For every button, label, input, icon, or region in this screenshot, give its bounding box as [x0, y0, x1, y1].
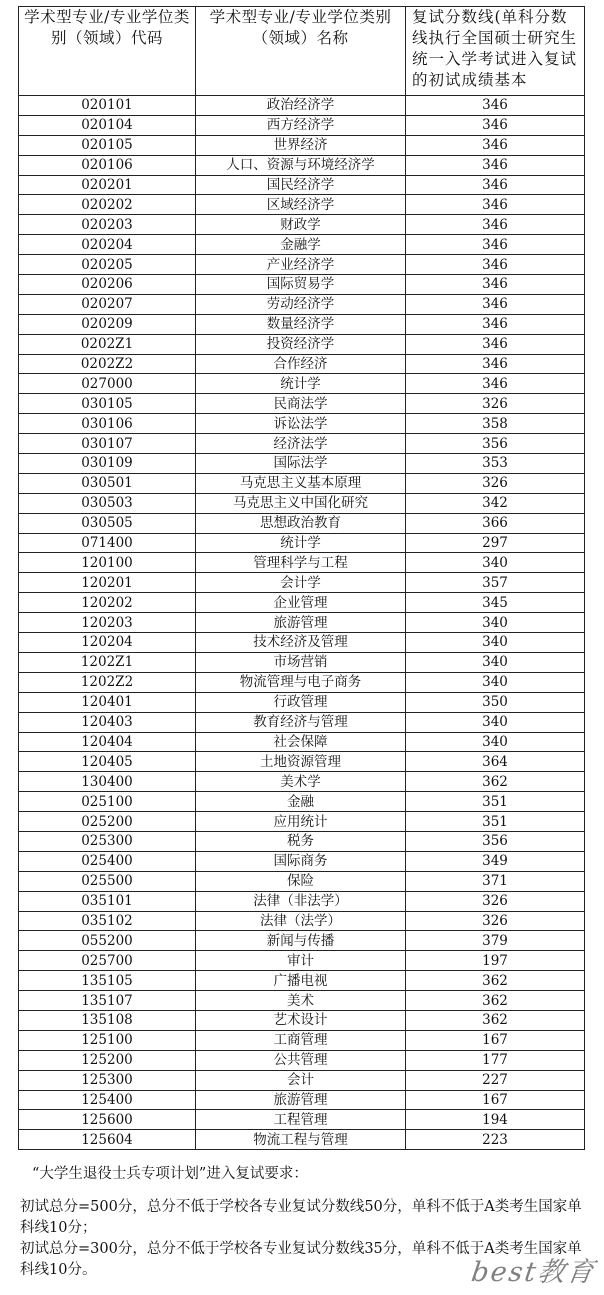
table-row: [19, 235, 585, 255]
row-name: 合作经济: [196, 354, 406, 374]
row-name: 艺术设计: [196, 1010, 406, 1030]
row-score: 326: [406, 891, 585, 911]
row-score: 197: [406, 951, 585, 971]
row-score: 366: [406, 513, 585, 533]
row-name: 旅游管理: [196, 613, 406, 633]
row-code: 020204: [19, 235, 196, 255]
row-name: 税务: [196, 831, 406, 851]
table-row: [19, 812, 585, 832]
table-row: [19, 135, 585, 155]
row-score: 346: [406, 354, 585, 374]
row-name: 会计: [196, 1070, 406, 1090]
table-row: [19, 334, 585, 354]
row-score: 356: [406, 831, 585, 851]
row-code: 135105: [19, 971, 196, 991]
row-score: 346: [406, 155, 585, 175]
row-score: 326: [406, 911, 585, 931]
row-name: 应用统计: [196, 812, 406, 832]
row-name: 国际商务: [196, 851, 406, 871]
row-name: 保险: [196, 871, 406, 891]
row-name: 物流管理与电子商务: [196, 672, 406, 692]
table-row: [19, 831, 585, 851]
row-code: 020104: [19, 115, 196, 135]
row-name: 人口、资源与环境经济学: [196, 155, 406, 175]
table-row: [19, 314, 585, 334]
row-code: 120201: [19, 573, 196, 593]
row-code: 020201: [19, 175, 196, 195]
row-score: 346: [406, 135, 585, 155]
row-code: 020202: [19, 195, 196, 215]
row-score: 346: [406, 275, 585, 295]
row-name: 统计学: [196, 374, 406, 394]
table-row: [19, 633, 585, 653]
row-score: 326: [406, 394, 585, 414]
table-row: [19, 175, 585, 195]
row-code: 025500: [19, 871, 196, 891]
row-code: 020209: [19, 314, 196, 334]
row-name: 马克思主义基本原理: [196, 473, 406, 493]
row-name: 公共管理: [196, 1050, 406, 1070]
row-name: 会计学: [196, 573, 406, 593]
row-name: 企业管理: [196, 593, 406, 613]
table-row: [19, 513, 585, 533]
row-code: 030505: [19, 513, 196, 533]
table-row: [19, 991, 585, 1011]
table-row: [19, 96, 585, 116]
row-code: 125300: [19, 1070, 196, 1090]
row-name: 土地资源管理: [196, 752, 406, 772]
row-code: 071400: [19, 533, 196, 553]
table-row: [19, 454, 585, 474]
row-score: 346: [406, 334, 585, 354]
notes-line: 初试总分=500分，总分不低于学校各专业复试分数线50分，单科不低于A类考生国家单科线10分；: [20, 1199, 582, 1236]
row-score: 362: [406, 772, 585, 792]
row-name: 工程管理: [196, 1110, 406, 1130]
row-name: 国际贸易学: [196, 275, 406, 295]
row-score: 340: [406, 732, 585, 752]
row-score: 340: [406, 633, 585, 653]
row-score: 362: [406, 1010, 585, 1030]
notes-line: 初试总分=300分，总分不低于学校各专业复试分数线35分，单科不低于A类考生国家单科线10分。: [20, 1241, 582, 1278]
row-name: 技术经济及管理: [196, 633, 406, 653]
score-line-table: [18, 6, 585, 1150]
row-score: 346: [406, 175, 585, 195]
row-code: 025300: [19, 831, 196, 851]
row-name: 教育经济与管理: [196, 712, 406, 732]
table-row: [19, 473, 585, 493]
row-score: 356: [406, 434, 585, 454]
row-code: 020206: [19, 275, 196, 295]
table-row: [19, 354, 585, 374]
table-row: [19, 851, 585, 871]
table-row: [19, 1070, 585, 1090]
row-name: 金融: [196, 792, 406, 812]
row-code: 120202: [19, 593, 196, 613]
row-score: 351: [406, 812, 585, 832]
row-code: 135107: [19, 991, 196, 1011]
row-code: 030503: [19, 493, 196, 513]
row-code: 020207: [19, 294, 196, 314]
table-row: [19, 613, 585, 633]
table-body: [19, 96, 585, 1150]
header-code: 学术型专业/专业学位类 别（领域）代码: [19, 7, 196, 96]
row-name: 经济法学: [196, 434, 406, 454]
row-name: 区域经济学: [196, 195, 406, 215]
row-code: 055200: [19, 931, 196, 951]
row-name: 数量经济学: [196, 314, 406, 334]
row-name: 国际法学: [196, 454, 406, 474]
row-name: 西方经济学: [196, 115, 406, 135]
table-row: [19, 493, 585, 513]
table-row: [19, 792, 585, 812]
row-score: 357: [406, 573, 585, 593]
row-name: 国民经济学: [196, 175, 406, 195]
row-code: 130400: [19, 772, 196, 792]
header-score: 复试分数线(单科分数线执行全国硕士研究生统一入学考试进入复试的初试成绩基本: [406, 7, 585, 96]
row-score: 349: [406, 851, 585, 871]
row-code: 0202Z1: [19, 334, 196, 354]
row-score: 358: [406, 414, 585, 434]
table-row: [19, 652, 585, 672]
row-score: 351: [406, 792, 585, 812]
row-score: 340: [406, 553, 585, 573]
row-code: 020205: [19, 255, 196, 275]
row-code: 025200: [19, 812, 196, 832]
row-code: 125100: [19, 1030, 196, 1050]
row-code: 025100: [19, 792, 196, 812]
notes-title: “大学生退役士兵专项计划”进入复试要求：: [32, 1166, 308, 1182]
row-score: 362: [406, 991, 585, 1011]
row-name: 思想政治教育: [196, 513, 406, 533]
row-score: 340: [406, 613, 585, 633]
row-score: 177: [406, 1050, 585, 1070]
row-name: 法律（法学）: [196, 911, 406, 931]
row-code: 120404: [19, 732, 196, 752]
table-row: [19, 772, 585, 792]
row-score: 364: [406, 752, 585, 772]
table-row: [19, 394, 585, 414]
row-score: 167: [406, 1030, 585, 1050]
row-code: 025400: [19, 851, 196, 871]
row-code: 030107: [19, 434, 196, 454]
table-row: [19, 275, 585, 295]
row-code: 120403: [19, 712, 196, 732]
row-name: 旅游管理: [196, 1090, 406, 1110]
table-row: [19, 195, 585, 215]
table-header-row: [19, 7, 585, 96]
row-score: 297: [406, 533, 585, 553]
row-code: 025700: [19, 951, 196, 971]
table-row: [19, 971, 585, 991]
row-score: 346: [406, 294, 585, 314]
row-code: 035102: [19, 911, 196, 931]
row-score: 346: [406, 96, 585, 116]
row-code: 0202Z2: [19, 354, 196, 374]
table-row: [19, 294, 585, 314]
row-code: 030109: [19, 454, 196, 474]
row-score: 340: [406, 712, 585, 732]
row-name: 新闻与传播: [196, 931, 406, 951]
row-score: 326: [406, 473, 585, 493]
row-score: 223: [406, 1130, 585, 1150]
table-row: [19, 1010, 585, 1030]
row-name: 投资经济学: [196, 334, 406, 354]
row-code: 120405: [19, 752, 196, 772]
row-name: 政治经济学: [196, 96, 406, 116]
row-code: 1202Z2: [19, 672, 196, 692]
row-code: 027000: [19, 374, 196, 394]
table-row: [19, 692, 585, 712]
table-row: [19, 1130, 585, 1150]
row-name: 民商法学: [196, 394, 406, 414]
row-score: 342: [406, 493, 585, 513]
row-name: 工商管理: [196, 1030, 406, 1050]
table-row: [19, 1090, 585, 1110]
row-score: 350: [406, 692, 585, 712]
row-code: 1202Z1: [19, 652, 196, 672]
row-name: 世界经济: [196, 135, 406, 155]
row-name: 法律（非法学）: [196, 891, 406, 911]
table-row: [19, 732, 585, 752]
row-name: 审计: [196, 951, 406, 971]
table-row: [19, 115, 585, 135]
row-name: 诉讼法学: [196, 414, 406, 434]
row-code: 030106: [19, 414, 196, 434]
table-row: [19, 573, 585, 593]
table-row: [19, 553, 585, 573]
table-row: [19, 434, 585, 454]
row-name: 财政学: [196, 215, 406, 235]
header-name: 学术型专业/专业学位类别（领域）名称: [196, 7, 406, 96]
table-row: [19, 931, 585, 951]
row-name: 市场营销: [196, 652, 406, 672]
row-score: 194: [406, 1110, 585, 1130]
row-name: 劳动经济学: [196, 294, 406, 314]
row-name: 金融学: [196, 235, 406, 255]
row-code: 030105: [19, 394, 196, 414]
row-score: 346: [406, 374, 585, 394]
row-score: 346: [406, 255, 585, 275]
row-score: 167: [406, 1090, 585, 1110]
table-row: [19, 951, 585, 971]
row-code: 120100: [19, 553, 196, 573]
row-code: 120203: [19, 613, 196, 633]
row-code: 125604: [19, 1130, 196, 1150]
row-code: 020203: [19, 215, 196, 235]
table-row: [19, 533, 585, 553]
table-row: [19, 215, 585, 235]
watermark-logo: best教育: [469, 1257, 598, 1288]
row-score: 346: [406, 235, 585, 255]
table-row: [19, 891, 585, 911]
row-name: 管理科学与工程: [196, 553, 406, 573]
table-row: [19, 672, 585, 692]
row-score: 345: [406, 593, 585, 613]
table-row: [19, 871, 585, 891]
table-row: [19, 593, 585, 613]
row-name: 社会保障: [196, 732, 406, 752]
row-code: 135108: [19, 1010, 196, 1030]
row-score: 362: [406, 971, 585, 991]
row-score: 346: [406, 215, 585, 235]
table-row: [19, 155, 585, 175]
row-score: 340: [406, 652, 585, 672]
row-name: 美术学: [196, 772, 406, 792]
row-name: 广播电视: [196, 971, 406, 991]
row-code: 020106: [19, 155, 196, 175]
row-name: 美术: [196, 991, 406, 1011]
table-row: [19, 1030, 585, 1050]
table-row: [19, 374, 585, 394]
row-code: 120204: [19, 633, 196, 653]
table-row: [19, 752, 585, 772]
table-row: [19, 1050, 585, 1070]
row-score: 346: [406, 195, 585, 215]
table-row: [19, 911, 585, 931]
row-code: 125200: [19, 1050, 196, 1070]
row-code: 030501: [19, 473, 196, 493]
row-code: 125400: [19, 1090, 196, 1110]
row-score: 371: [406, 871, 585, 891]
row-score: 346: [406, 314, 585, 334]
row-code: 020101: [19, 96, 196, 116]
row-code: 120401: [19, 692, 196, 712]
row-score: 379: [406, 931, 585, 951]
row-name: 产业经济学: [196, 255, 406, 275]
row-name: 马克思主义中国化研究: [196, 493, 406, 513]
table-row: [19, 712, 585, 732]
row-code: 035101: [19, 891, 196, 911]
row-name: 物流工程与管理: [196, 1130, 406, 1150]
row-code: 125600: [19, 1110, 196, 1130]
table-row: [19, 255, 585, 275]
row-name: 统计学: [196, 533, 406, 553]
row-name: 行政管理: [196, 692, 406, 712]
row-score: 353: [406, 454, 585, 474]
table-row: [19, 1110, 585, 1130]
row-score: 227: [406, 1070, 585, 1090]
row-code: 020105: [19, 135, 196, 155]
row-score: 340: [406, 672, 585, 692]
table-row: [19, 414, 585, 434]
row-score: 346: [406, 115, 585, 135]
